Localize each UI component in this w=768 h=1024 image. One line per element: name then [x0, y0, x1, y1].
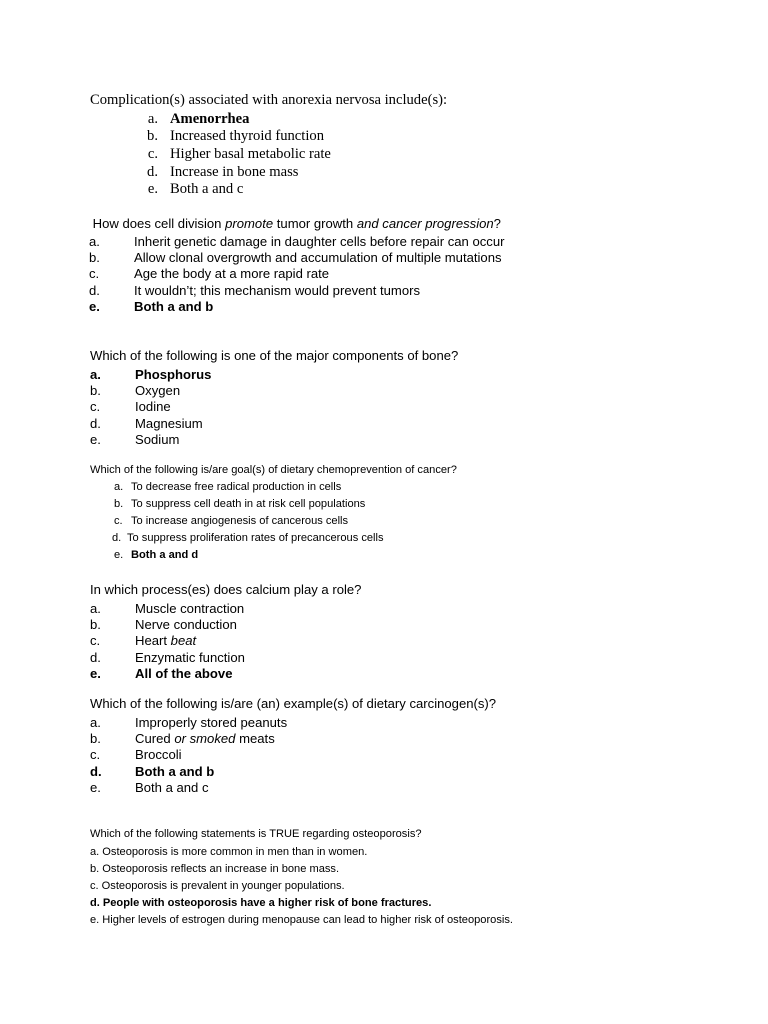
correct-answer: Both a and b [135, 763, 215, 779]
option-a: a. Improperly stored peanuts [90, 714, 288, 730]
question-stem: Which of the following statements is TRUE regarding osteoporosis? [90, 828, 422, 840]
question-calcium-role [90, 582, 730, 683]
question-stem: In which process(es) does calcium play a role? [90, 582, 362, 597]
option-c: c. Higher basal metabolic rate [147, 145, 331, 162]
question-anorexia-complications [90, 92, 730, 199]
option-a: a. Osteoporosis is more common in men than in women. [90, 845, 368, 858]
option-e: e. Sodium [90, 432, 180, 448]
option-d: d. Magnesium [90, 415, 203, 431]
option-a: a. Phosphorus [90, 366, 212, 382]
option-b: b. Nerve conduction [90, 616, 237, 632]
option-b: b. Allow clonal overgrowth and accumulation of multiple mutations [89, 249, 502, 265]
question-stem: Which of the following is/are (an) example(s) of dietary carcinogen(s)? [90, 696, 497, 711]
correct-answer: Both a and b [134, 299, 214, 315]
option-d: d. Increase in bone mass [147, 163, 299, 180]
option-b: b. Oxygen [90, 382, 181, 398]
option-b: b. Cured or smoked meats [90, 730, 275, 746]
option-c: c. Osteoporosis is prevalent in younger populations. [90, 879, 345, 892]
option-e: e. Both a and c [147, 181, 244, 198]
option-e: e. Higher levels of estrogen during menopause can lead to higher risk of osteoporosis. [90, 913, 513, 926]
option-a: a. Amenorrhea [147, 110, 250, 127]
correct-answer: All of the above [135, 666, 233, 682]
option-d: d. People with osteoporosis have a higher risk of bone fractures. [90, 895, 730, 912]
correct-answer: Both a and d [131, 549, 199, 561]
question-chemoprevention [90, 462, 730, 564]
option-c: c. Broccoli [90, 747, 182, 763]
option-d: d. It wouldn’t; this mechanism would prevent tumors [89, 282, 421, 298]
option-a: a. To decrease free radical production in cells [114, 481, 342, 493]
option-c: c. Age the body at a more rapid rate [89, 266, 330, 282]
option-d: d. To suppress proliferation rates of precancerous cells [112, 532, 384, 544]
option-e: e. All of the above [90, 666, 233, 682]
question-stem: Which of the following is/are goal(s) of dietary chemoprevention of cancer? [90, 464, 457, 476]
option-c: c. To increase angiogenesis of cancerous cells [114, 515, 349, 527]
option-b: b. Increased thyroid function [147, 128, 324, 145]
option-b: b. To suppress cell death in at risk cell populations [114, 498, 366, 510]
correct-answer: People with osteoporosis have a higher risk of bone fractures. [102, 896, 432, 909]
option-d: d. Both a and b [90, 763, 215, 779]
question-stem: Complication(s) associated with anorexia nervosa include(s): [90, 92, 448, 108]
question-bone-components [90, 348, 730, 449]
question-cell-division [89, 216, 729, 316]
option-e: e. Both a and c [90, 780, 209, 796]
correct-answer: Phosphorus [135, 366, 212, 382]
option-c: c. Heart beat [90, 633, 197, 649]
correct-answer: Amenorrhea [170, 110, 250, 127]
option-d: d. Enzymatic function [90, 649, 245, 665]
question-stem: How does cell division promote tumor growth and cancer progression? [92, 216, 501, 231]
option-b: b. Osteoporosis reflects an increase in bone mass. [90, 862, 340, 875]
option-c: c. Iodine [90, 399, 171, 415]
option-e: e. Both a and d [90, 547, 730, 564]
question-stem: Which of the following is one of the major components of bone? [90, 348, 459, 363]
option-e: e. Both a and b [89, 299, 214, 315]
question-osteoporosis [90, 826, 730, 929]
option-a: a. Muscle contraction [90, 600, 245, 616]
question-dietary-carcinogens [90, 696, 730, 797]
option-a: a. Inherit genetic damage in daughter cells before repair can occur [89, 233, 505, 249]
